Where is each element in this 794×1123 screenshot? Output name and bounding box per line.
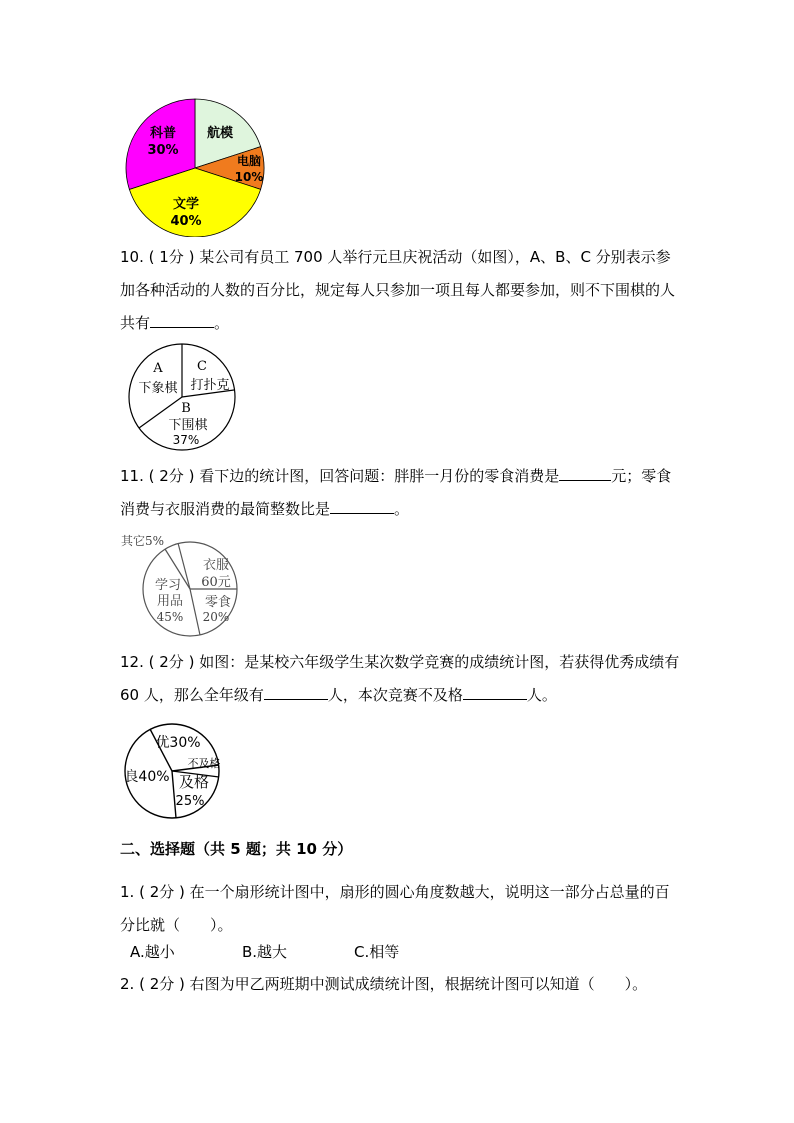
choice2-number: 2. [120,975,135,993]
pie1-label-diannao: 电脑 [236,154,262,168]
q11-unit: 元 [611,467,627,485]
q10-score: ( 1分 ) [148,248,195,266]
pie1-pct-wenxue: 40% [170,214,202,229]
q12-text-mid: 人，本次竞赛不及格 [327,686,463,704]
choice1-option-b[interactable]: B.越大 [242,943,288,961]
q11-label-other: 其它5% [121,534,165,548]
choice2-score: ( 2分 ) [139,975,185,993]
choice-question-1 [120,876,680,942]
q12-pie-chart [120,721,230,821]
q12-label-excellent: 优30% [155,735,201,751]
q11-number: 11. [120,467,144,485]
q10-answer-blank[interactable] [150,309,214,328]
q11-label-clothes: 衣服 [202,558,230,573]
q12-label-fail: 不及格 [187,757,221,770]
choice1-number: 1. [120,883,135,901]
choice2-text: 右图为甲乙两班期中测试成绩统计图，根据统计图可以知道（ ）。 [189,975,648,993]
question-10 [120,241,680,340]
q10-slice-a-letter: A [153,361,163,376]
q12-label-good: 良40% [124,769,170,785]
q12-answer-blank-1[interactable] [264,681,328,700]
choice1-options [130,938,399,966]
pie1-pct-diannao: 10% [234,170,264,184]
q12-label-pass-pct: 25% [175,794,205,809]
question-11 [120,460,680,526]
q10-slice-c-label: 打扑克 [190,378,230,393]
q11-text-1: 看下边的统计图，回答问题：胖胖一月份的零食消费是 [199,467,560,485]
choice1-text: 在一个扇形统计图中，扇形的圆心角度数越大，说明这一部分占总量的百分比就（ ）。 [120,883,670,934]
choice-question-2 [120,968,680,1001]
q11-label-study-pct: 45% [156,610,184,624]
q11-text-end: 。 [394,500,410,518]
pie1-label-hangmo: 航模 [206,126,234,141]
pie1-pct-kepu: 30% [147,143,179,158]
pie1-label-kepu: 科普 [149,126,177,141]
section-2-title: 二、选择题（共 5 题；共 10 分） [120,840,353,858]
pie1-label-wenxue: 文学 [172,197,200,212]
q11-text-2: ；零食消费与衣服消费的最简整数比是 [120,467,672,518]
q10-slice-b-pct: 37% [172,433,200,447]
q11-pie-chart [118,531,248,641]
q11-answer-blank-2[interactable] [330,495,394,514]
choice1-option-c[interactable]: C.相等 [354,943,400,961]
q12-number: 12. [120,653,144,671]
q10-text: 某公司有员工 700 人举行元旦庆祝活动（如图），A、B、C 分别表示参加各种活动的人数的百分比，规定每人只参加一项且每人都要参加，则不下围棋的人共有 [120,248,676,332]
q10-slice-b-letter: B [181,401,191,416]
q10-pie-chart [120,337,245,457]
q10-slice-c-letter: C [197,359,207,374]
q11-label-snack: 零食 [204,595,232,610]
choice1-score: ( 2分 ) [139,883,185,901]
q12-label-pass: 及格 [178,773,210,791]
q11-score: ( 2分 ) [148,467,195,485]
activity-pie-chart [120,97,270,237]
q11-label-study-2: 用品 [156,594,184,609]
q10-number: 10. [120,248,144,266]
question-12 [120,646,680,712]
q12-text-1: 如图：是某校六年级学生某次数学竞赛的成绩统计图，若获得优秀成绩有 60 人，那么全年级有 [120,653,680,704]
choice1-option-a[interactable]: A.越小 [130,943,175,961]
q10-slice-a-label: 下象棋 [138,381,178,396]
q12-answer-blank-2[interactable] [463,681,527,700]
q12-score: ( 2分 ) [148,653,195,671]
q11-label-snack-pct: 20% [202,610,230,624]
q11-label-clothes-value: 60元 [201,575,231,590]
q12-text-end: 人。 [526,686,557,704]
q10-slice-b-label: 下围棋 [168,418,208,433]
q10-text-end: 。 [214,314,230,332]
q11-label-study-1: 学习 [154,578,182,593]
q11-answer-blank-1[interactable] [559,462,611,481]
